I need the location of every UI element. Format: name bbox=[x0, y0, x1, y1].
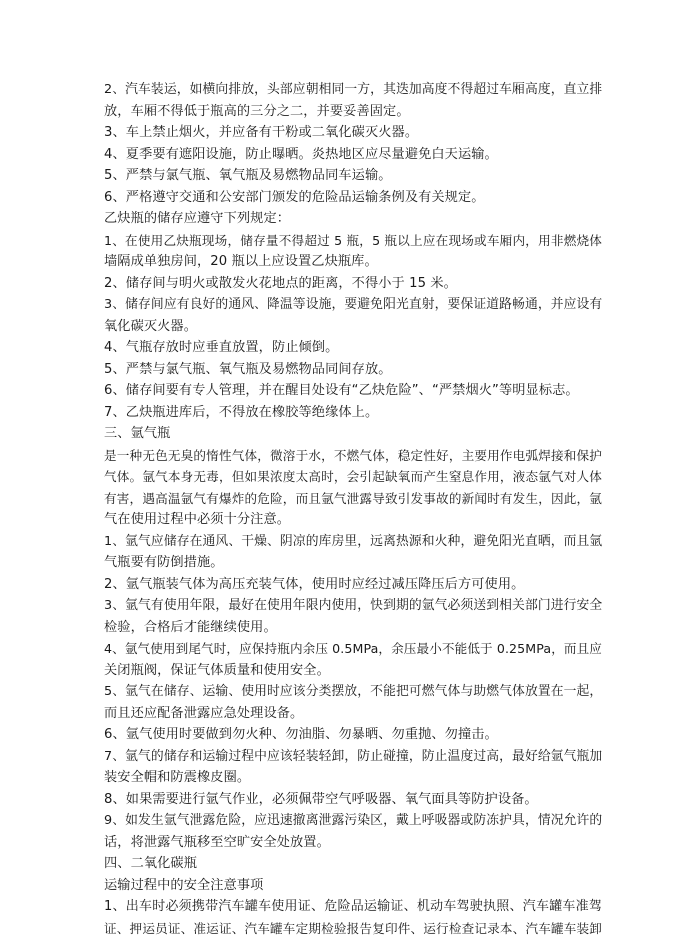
text-line: 6、储存间要有专人管理，并在醒目处设有“乙炔危险”、“严禁烟火”等明显标志。 bbox=[104, 380, 602, 402]
text-line: 气体。氩气本身无毒，但如果浓度太高时，会引起缺氧而产生窒息作用，液态氩气对人体 bbox=[104, 466, 602, 488]
text-line: 4、氩气使用到尾气时，应保持瓶内余压 0.5MPa，余压最小不能低于 0.25MPa，而且应 bbox=[104, 638, 602, 660]
text-line: 5、严禁与氯气瓶、氧气瓶及易燃物品同车运输。 bbox=[104, 165, 602, 187]
text-line: 3、车上禁止烟火，并应备有干粉或二氧化碳灭火器。 bbox=[104, 122, 602, 144]
text-line: 有害，遇高温氩气有爆炸的危险，而且氩气泄露导致引发事故的新闻时有发生，因此，氩 bbox=[104, 488, 602, 510]
text-line: 9、如发生氩气泄露危险，应迅速撤离泄露污染区，戴上呼吸器或防冻护具，情况允许的 bbox=[104, 810, 602, 832]
text-line: 放，车厢不得低于瓶高的三分之二，并要妥善固定。 bbox=[104, 101, 602, 123]
text-line: 3、氩气有使用年限，最好在使用年限内使用，快到期的氩气必须送到相关部门进行安全 bbox=[104, 595, 602, 617]
text-line: 气瓶要有防倒措施。 bbox=[104, 552, 602, 574]
text-line: 4、夏季要有遮阳设施，防止曝晒。炎热地区应尽量避免白天运输。 bbox=[104, 144, 602, 166]
text-line: 装安全帽和防震橡皮圈。 bbox=[104, 767, 602, 789]
text-line: 1、氩气应储存在通风、干燥、阴凉的库房里，远离热源和火种，避免阳光直晒，而且氩 bbox=[104, 531, 602, 553]
text-line: 而且还应配备泄露应急处理设备。 bbox=[104, 703, 602, 725]
text-line: 三、氩气瓶 bbox=[104, 423, 602, 445]
text-line: 运输过程中的安全注意事项 bbox=[104, 875, 602, 897]
document-body bbox=[104, 79, 602, 939]
text-line: 4、气瓶存放时应垂直放置，防止倾倒。 bbox=[104, 337, 602, 359]
text-line: 话，将泄露气瓶移至空旷安全处放置。 bbox=[104, 832, 602, 854]
text-line: 6、氩气使用时要做到勿火种、勿油脂、勿暴晒、勿重抛、勿撞击。 bbox=[104, 724, 602, 746]
text-line: 2、氩气瓶装气体为高压充装气体，使用时应经过减压降压后方可使用。 bbox=[104, 574, 602, 596]
text-line: 1、在使用乙炔瓶现场，储存量不得超过 5 瓶，5 瓶以上应在现场或车厢内，用非燃烧体 bbox=[104, 230, 602, 252]
text-line: 四、二氧化碳瓶 bbox=[104, 853, 602, 875]
text-line: 氧化碳灭火器。 bbox=[104, 316, 602, 338]
text-line: 6、严格遵守交通和公安部门颁发的危险品运输条例及有关规定。 bbox=[104, 187, 602, 209]
text-line: 气在使用过程中必须十分注意。 bbox=[104, 509, 602, 531]
text-line: 1、出车时必须携带汽车罐车使用证、危险品运输证、机动车驾驶执照、汽车罐车准驾 bbox=[104, 896, 602, 918]
text-line: 检验，合格后才能继续使用。 bbox=[104, 617, 602, 639]
text-line: 7、乙炔瓶进库后，不得放在橡胶等绝缘体上。 bbox=[104, 402, 602, 424]
text-line: 3、储存间应有良好的通风、降温等设施，要避免阳光直射，要保证道路畅通，并应设有 bbox=[104, 294, 602, 316]
text-line: 7、氩气的储存和运输过程中应该轻装轻卸，防止碰撞，防止温度过高，最好给氩气瓶加 bbox=[104, 746, 602, 768]
text-line: 关闭瓶阀，保证气体质量和使用安全。 bbox=[104, 660, 602, 682]
text-line: 5、氩气在储存、运输、使用时应该分类摆放，不能把可燃气体与助燃气体放置在一起， bbox=[104, 681, 602, 703]
text-line: 乙炔瓶的储存应遵守下列规定： bbox=[104, 208, 602, 230]
text-line: 5、严禁与氯气瓶、氧气瓶及易燃物品同间存放。 bbox=[104, 359, 602, 381]
text-line: 墙隔成单独房间，20 瓶以上应设置乙炔瓶库。 bbox=[104, 251, 602, 273]
text-line: 2、储存间与明火或散发火花地点的距离，不得小于 15 米。 bbox=[104, 273, 602, 295]
text-line: 是一种无色无臭的惰性气体，微溶于水，不燃气体，稳定性好，主要用作电弧焊接和保护 bbox=[104, 445, 602, 467]
text-line: 证、押运员证、准运证、汽车罐车定期检验报告复印件、运行检查记录本、汽车罐车装卸 bbox=[104, 918, 602, 939]
text-line: 2、汽车装运，如横向排放，头部应朝相同一方，其迭加高度不得超过车厢高度，直立排 bbox=[104, 79, 602, 101]
text-line: 8、如果需要进行氩气作业，必须佩带空气呼吸器、氧气面具等防护设备。 bbox=[104, 789, 602, 811]
